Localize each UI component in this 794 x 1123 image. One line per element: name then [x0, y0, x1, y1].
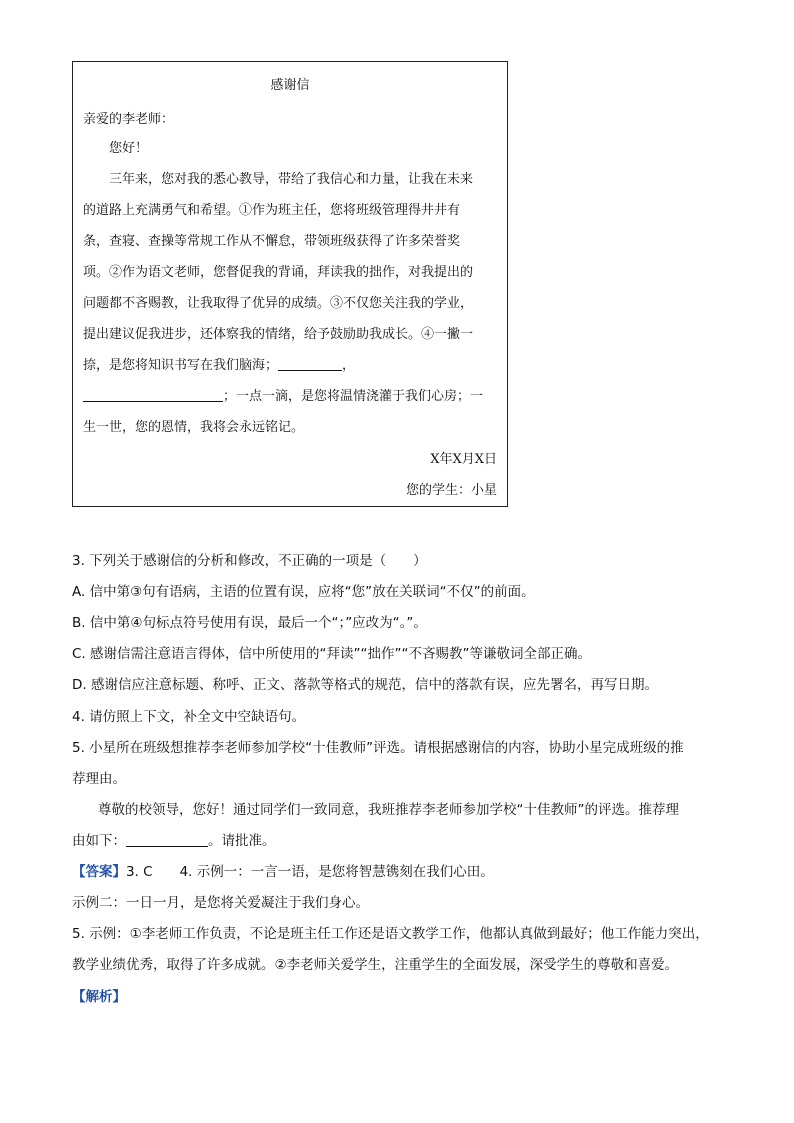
- letter-blank-1: [278, 358, 342, 371]
- question-4: 4. 请仿照上下文，补全文中空缺语句。: [72, 709, 306, 725]
- question-5-cont: 荐理由。: [72, 771, 126, 787]
- answer-tag: 【答案】: [72, 864, 126, 880]
- letter-line: [83, 354, 355, 373]
- question-3-option-c: C. 感谢信需注意语言得体，信中所使用的“拜读”“拙作”“不吝赐教”等谦敬词全部正确。: [72, 646, 591, 662]
- answer-text: 3. C 4. 示例一：一言一语，是您将智慧镌刻在我们心田。: [126, 864, 494, 880]
- question-5-body-text: 。请批准。: [208, 833, 276, 849]
- letter-line: 提出建议促我进步，还体察我的情绪，给予鼓励助我成长。④一撇一: [83, 327, 474, 342]
- question-3: 3. 下列关于感谢信的分析和修改，不正确的一项是（ ）: [72, 553, 427, 569]
- letter-blank-2: [83, 389, 223, 402]
- letter-line-text: ；一点一滴，是您将温情浇灌于我们心房；一: [223, 389, 484, 404]
- question-5: 5. 小星所在班级想推荐李老师参加学校“十佳教师”评选。请根据感谢信的内容，协助小星完成班级的推: [72, 740, 684, 756]
- question-5-body: 尊敬的校领导，您好！通过同学们一致同意，我班推荐李老师参加学校“十佳教师”的评选。推荐理: [98, 802, 679, 818]
- letter-date: X年X月X日: [430, 452, 497, 467]
- analysis-tag: 【解析】: [72, 989, 126, 1005]
- letter-line: [83, 385, 483, 404]
- letter-line: 三年来，您对我的悉心教导，带给了我信心和力量，让我在未来: [109, 172, 474, 187]
- thank-you-letter-box: [72, 61, 508, 507]
- letter-title: 感谢信: [270, 78, 310, 93]
- letter-greeting: 您好！: [109, 141, 149, 156]
- letter-line: 项。②作为语文老师，您督促我的背诵，拜读我的拙作，对我提出的: [83, 265, 474, 280]
- question-3-option-a: A. 信中第③句有语病，主语的位置有误，应将“您”放在关联词“不仅”的前面。: [72, 584, 535, 600]
- answer-line: [72, 860, 494, 880]
- question-5-body-text: 由如下：: [72, 833, 126, 849]
- question-3-option-b: B. 信中第④句标点符号使用有误，最后一个“；”应改为“。”。: [72, 615, 427, 631]
- letter-line: 生一世，您的恩情，我将会永远铭记。: [83, 420, 305, 435]
- letter-line-tail: ，: [342, 358, 356, 373]
- letter-line: 的道路上充满勇气和希望。①作为班主任，您将班级管理得井井有: [83, 203, 461, 218]
- letter-line: 问题都不吝赐教，让我取得了优异的成绩。③不仅您关注我的学业，: [83, 296, 474, 311]
- answer-line: 教学业绩优秀，取得了许多成就。②李老师关爱学生，注重学生的全面发展，深受学生的尊敬和喜爱。: [72, 957, 679, 973]
- letter-line-text: 捺，是您将知识书写在我们脑海；: [83, 358, 279, 373]
- letter-signature: 您的学生：小星: [405, 483, 497, 498]
- letter-line: 条，查寝、查操等常规工作从不懈怠，带领班级获得了许多荣誉奖: [83, 234, 461, 249]
- answer-line: 5. 示例：①李老师工作负责，不论是班主任工作还是语文教学工作，他都认真做到最好；他工作能力突出，: [72, 926, 709, 942]
- answer-line: 示例二：一日一月，是您将关爱凝注于我们身心。: [72, 895, 369, 911]
- question-3-option-d: D. 感谢信应注意标题、称呼、正文、落款等格式的规范，信中的落款有误，应先署名，再写日期。: [72, 677, 658, 693]
- question-5-blank: [126, 834, 208, 847]
- letter-salutation: 亲爱的李老师：: [83, 112, 175, 127]
- question-5-body-cont: [72, 829, 276, 849]
